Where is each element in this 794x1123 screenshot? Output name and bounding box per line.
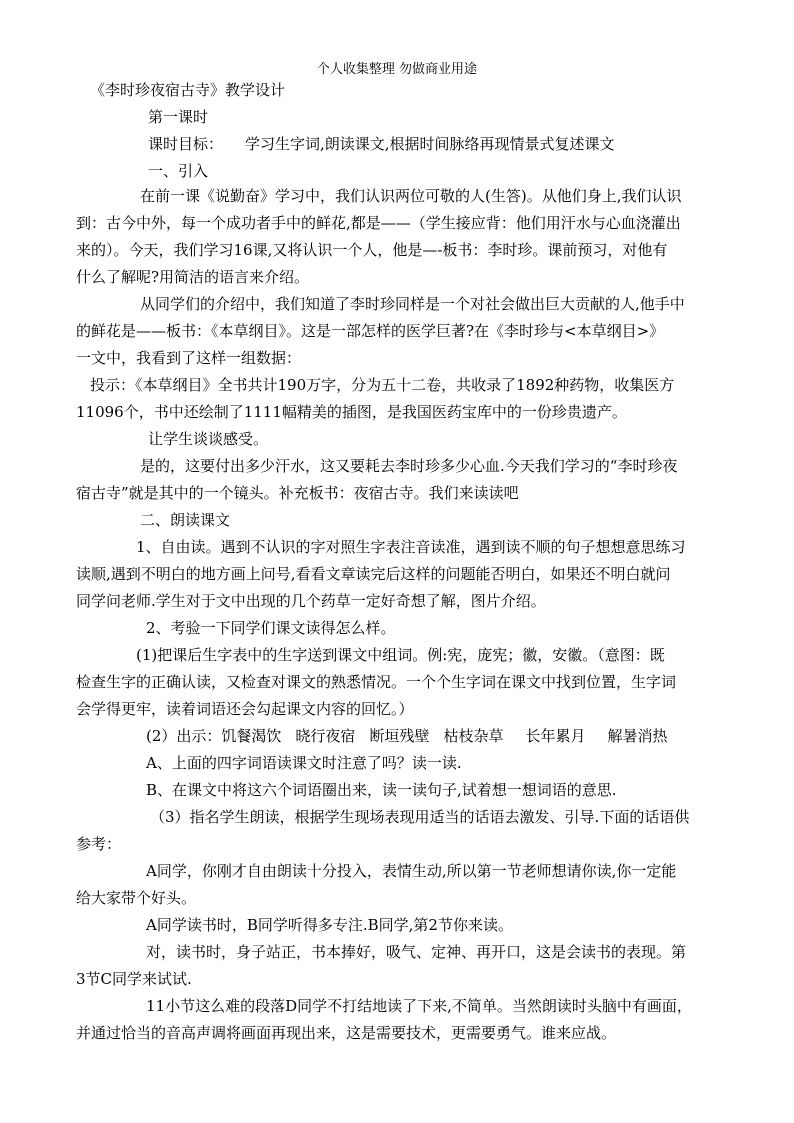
paragraph-line: （3）指名学生朗读，根据学生现场表现用适当的话语去激发、引导.下面的话语供 — [150, 808, 690, 826]
paragraph-line: 读顺,遇到不明白的地方画上问号,看看文章读完后这样的问题能否明白，如果还不明白就问 — [76, 565, 671, 583]
paragraph-line: 在前一课《说勤奋》学习中，我们认识两位可敬的人(生答)。从他们身上,我们认识 — [140, 187, 682, 205]
paragraph-line: 宿古寺”就是其中的一个镜头。补充板书：夜宿古寺。我们来读读吧 — [76, 484, 519, 502]
paragraph-line: 给大家带个好头。 — [76, 889, 197, 907]
paragraph-line: 什么了解呢?用简洁的语言来介绍。 — [76, 268, 310, 286]
paragraph-line: 一文中，我看到了这样一组数据： — [76, 349, 302, 367]
goals-text: 学习生字词,朗读课文,根据时间脉络再现情景式复述课文 — [245, 135, 615, 153]
paragraph-line: A、上面的四字词语读课文时注意了吗？读一读. — [146, 754, 462, 772]
paragraph-line: A同学，你刚才自由朗读十分投入，表情生动,所以第一节老师想请你读,你一定能 — [146, 862, 677, 880]
paragraph-line: 让学生谈谈感受。 — [148, 430, 269, 448]
paragraph-line: 从同学们的介绍中，我们知道了李时珍同样是一个对社会做出巨大贡献的人,他手中 — [140, 295, 685, 313]
section-heading-intro: 一、引入 — [148, 162, 209, 180]
paragraph-line: 会学得更牢，读着词语还会勾起课文内容的回忆。） — [76, 700, 414, 718]
paragraph-line: 同学问老师.学生对于文中出现的几个药草一定好奇想了解，图片介绍。 — [76, 592, 546, 610]
word-item: 枯枝杂草 — [443, 727, 504, 745]
word-item: 饥餐渴饮 — [221, 727, 282, 745]
paragraph-line: 2、考验一下同学们课文读得怎么样。 — [146, 619, 396, 637]
paragraph-line: 是的，这要付出多少汗水，这又要耗去李时珍多少心血.今天我们学习的“李时珍夜 — [140, 457, 678, 475]
paragraph-line: 检查生字的正确认读，又检查对课文的熟悉情况。一个个生字词在课文中找到位置，生字词 — [76, 673, 677, 691]
word-list-label: (2）出示： — [146, 727, 222, 745]
paragraph-line: 参考： — [76, 835, 122, 853]
projection-line: 投示：《本草纲目》全书共计190万字，分为五十二卷，共收录了1892种药物，收集医方 — [90, 376, 675, 394]
lesson-goals — [148, 134, 615, 154]
word-item: 解暑消热 — [607, 727, 668, 745]
word-item: 断垣残壁 — [369, 727, 430, 745]
paragraph-line: 3节C同学来试试. — [76, 970, 192, 988]
section-heading-reading: 二、朗读课文 — [140, 511, 231, 529]
paragraph-line: 并通过恰当的音高声调将画面再现出来，这是需要技术，更需要勇气。谁来应战。 — [76, 1024, 617, 1042]
paragraph-line: B、在课文中将这六个词语圈出来，读一读句子,试着想一想词语的意思. — [146, 781, 617, 799]
paragraph-line: 的鲜花是——板书：《本草纲目》。这是一部怎样的医学巨著?在《李时珍与<本草纲目>》 — [76, 322, 665, 340]
paragraph-line: 1、自由读。遇到不认识的字对照生字表注音读准，遇到读不顺的句子想想意思练习 — [136, 538, 686, 556]
word-list — [146, 726, 668, 746]
paragraph-line: 到：古今中外，每一个成功者手中的鲜花,都是——（学生接应背：他们用汗水与心血浇灌出 — [76, 214, 681, 232]
paragraph-line: (1)把课后生字表中的生字送到课文中组词。例:宪，庞宪；徽，安徽。（意图：既 — [136, 646, 665, 664]
paragraph-line: 来的）。今天，我们学习16课,又将认识一个人，他是—-板书：李时珍。课前预习，对他有 — [76, 241, 668, 259]
page-header: 个人收集整理 勿做商业用途 — [316, 62, 478, 77]
paragraph-line: 11小节这么难的段落D同学不打结地读了下来,不简单。当然朗读时头脑中有画面， — [146, 997, 692, 1015]
paragraph-line: 对，读书时，身子站正，书本捧好，吸气、定神、再开口，这是会读书的表现。第 — [146, 943, 687, 961]
goals-label: 课时目标： — [148, 135, 224, 153]
word-item: 晓行夜宿 — [295, 727, 356, 745]
projection-line: 11096个，书中还绘制了1111幅精美的插图，是我国医药宝库中的一份珍贵遗产。 — [76, 403, 627, 421]
lesson-label: 第一课时 — [148, 108, 209, 126]
paragraph-line: A同学读书时，B同学听得多专注.B同学,第2节你来读。 — [146, 916, 513, 934]
document-title: 《李时珍夜宿古寺》教学设计 — [90, 81, 286, 99]
word-item: 长年累月 — [525, 727, 586, 745]
